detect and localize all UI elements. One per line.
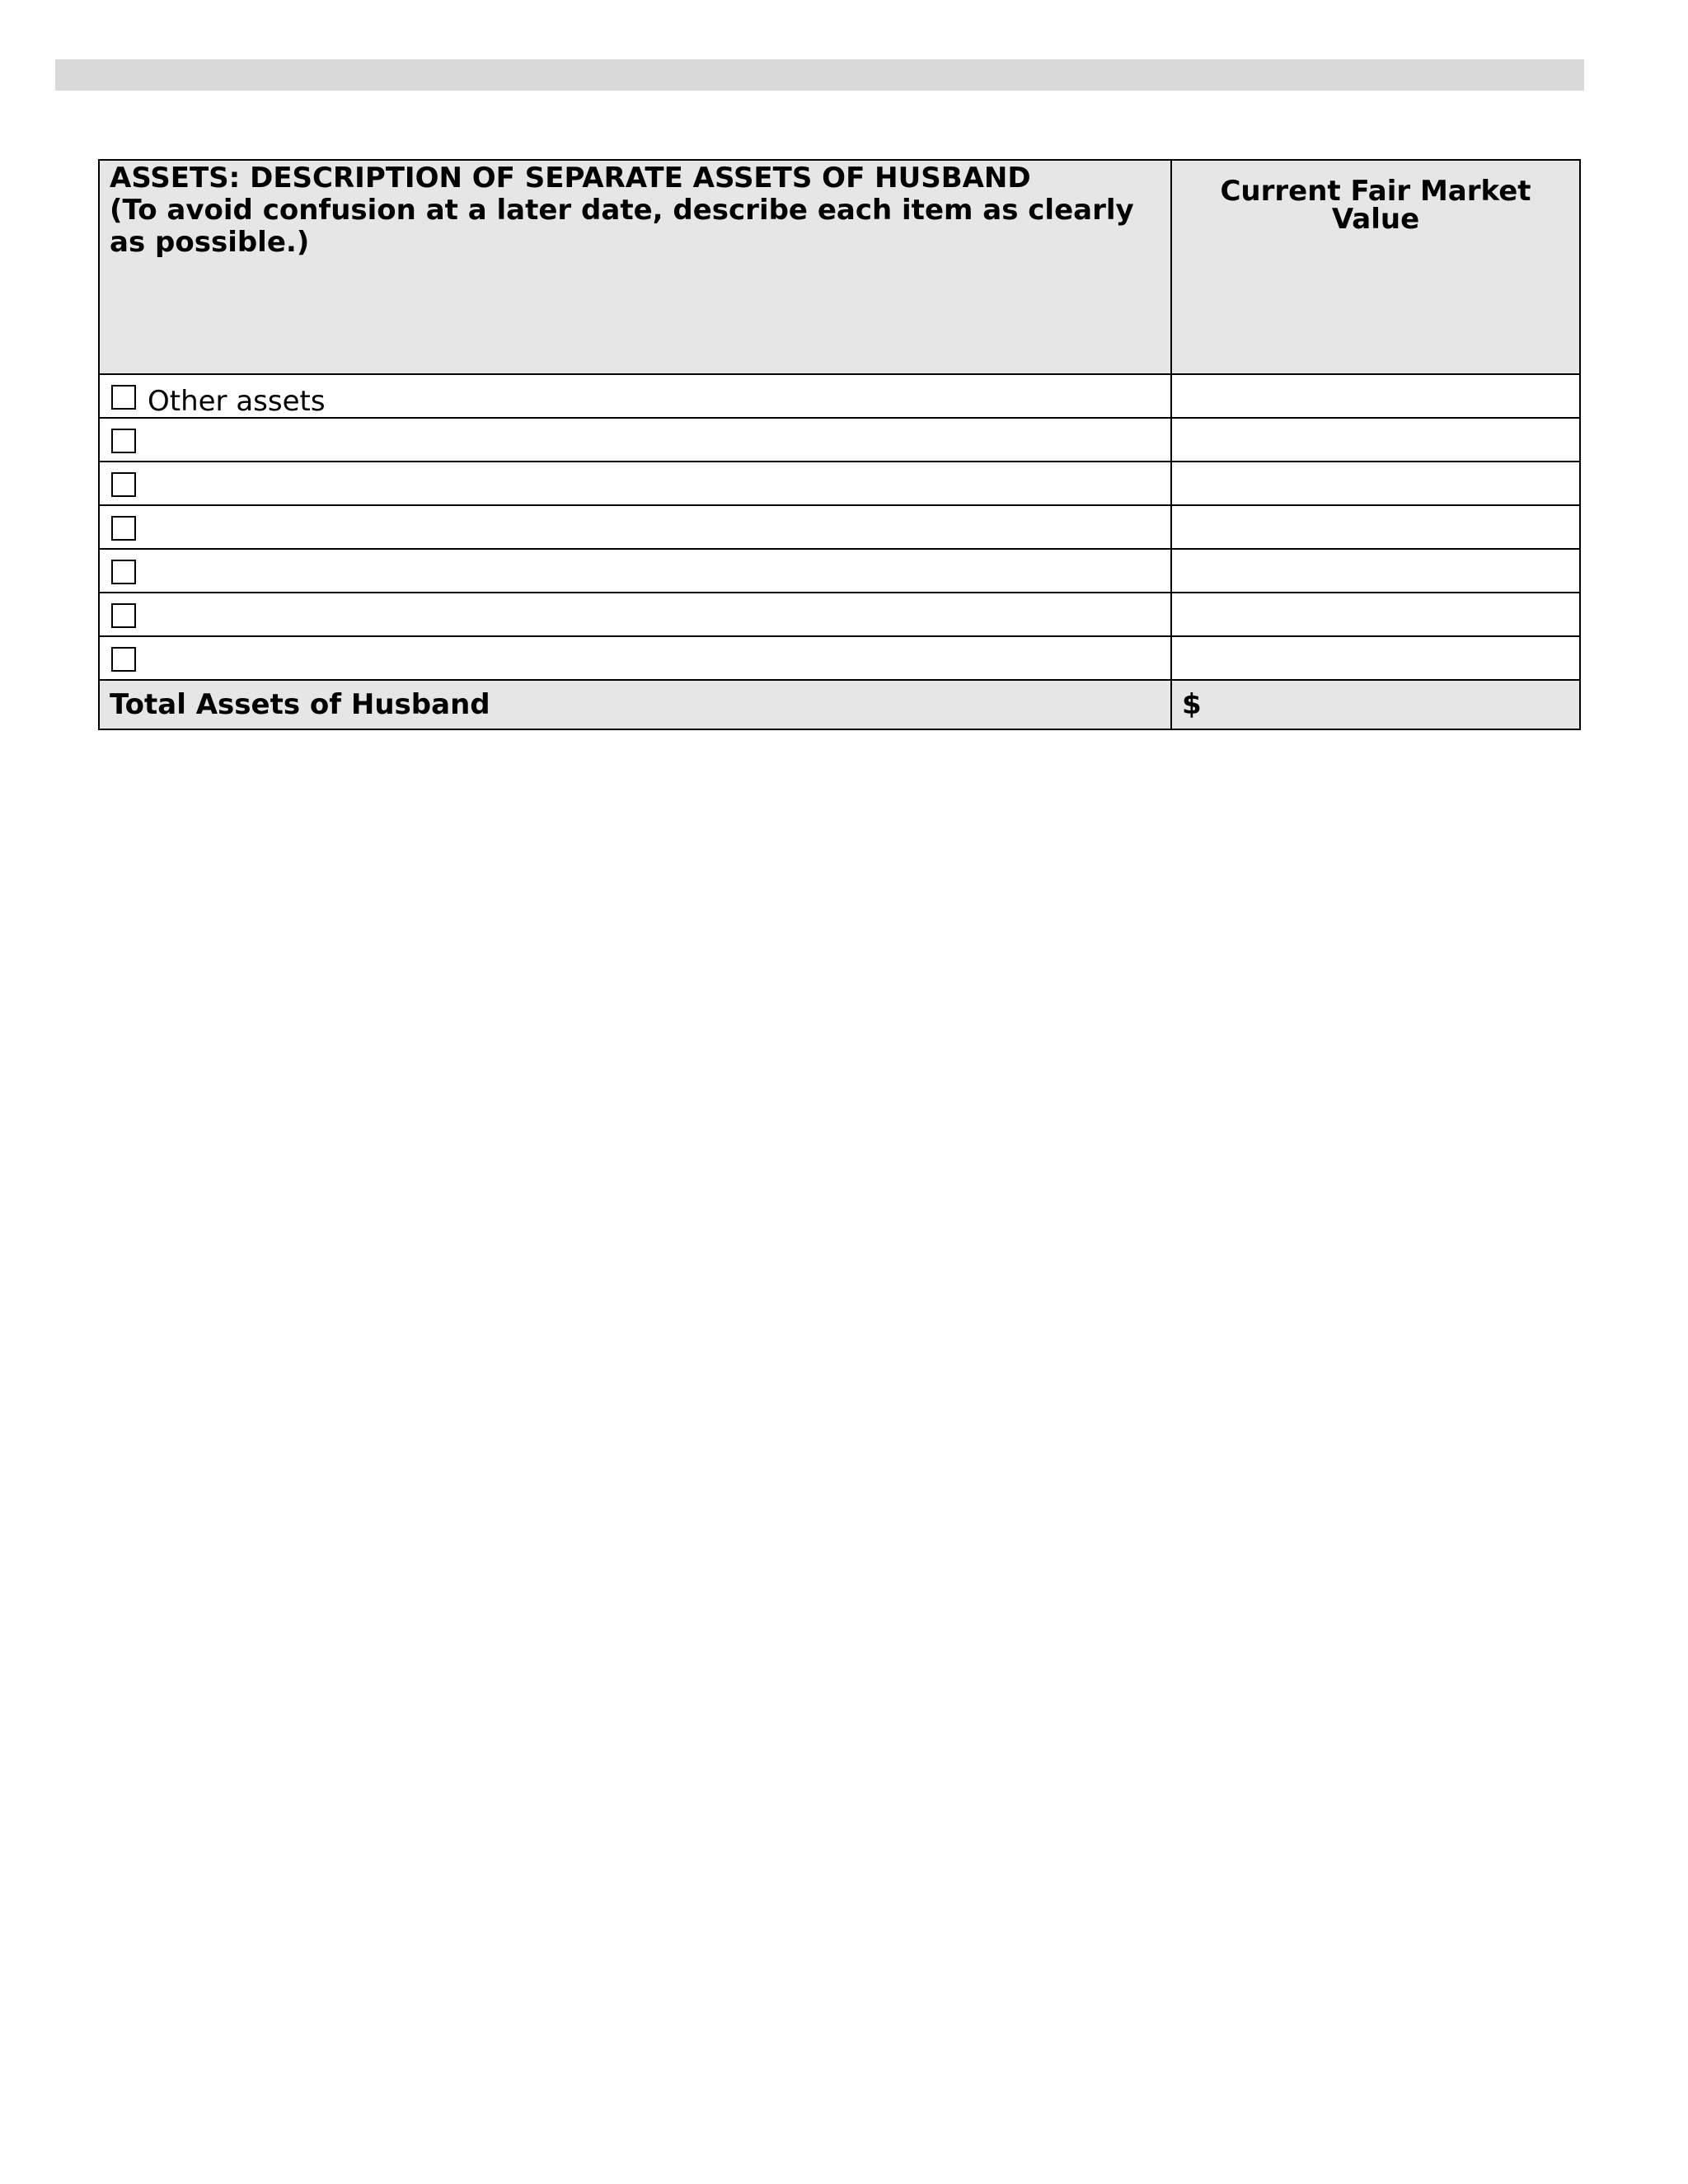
- item-description-cell[interactable]: [99, 462, 1171, 505]
- currency-symbol: $: [1182, 688, 1202, 721]
- table-row: [99, 505, 1580, 549]
- item-checkbox[interactable]: [111, 647, 136, 672]
- table-row: [99, 593, 1580, 636]
- table-row: [99, 462, 1580, 505]
- item-label: Other assets: [148, 384, 326, 418]
- table-header-row: [99, 160, 1580, 374]
- item-checkbox[interactable]: [111, 472, 136, 497]
- item-description-cell[interactable]: [99, 549, 1171, 593]
- assets-instruction: (To avoid confusion at a later date, describe each item as clearly as possible.): [110, 194, 1134, 259]
- total-row: [99, 680, 1580, 729]
- item-description-cell[interactable]: [99, 636, 1171, 680]
- separate-assets-table: [98, 159, 1581, 730]
- value-header-cell: [1171, 160, 1580, 374]
- top-shaded-bar: [55, 59, 1584, 91]
- item-description-cell[interactable]: [99, 418, 1171, 462]
- total-value-cell[interactable]: [1171, 680, 1580, 729]
- table-row: [99, 374, 1580, 418]
- item-checkbox[interactable]: [111, 385, 136, 410]
- item-checkbox[interactable]: [111, 429, 136, 453]
- item-value-cell[interactable]: [1171, 418, 1580, 462]
- item-value-cell[interactable]: [1171, 549, 1580, 593]
- description-header-cell: [99, 160, 1171, 374]
- assets-title: ASSETS: DESCRIPTION OF SEPARATE ASSETS OF HUSBAND: [110, 162, 1031, 194]
- item-description-cell[interactable]: [99, 374, 1171, 418]
- item-value-cell[interactable]: [1171, 374, 1580, 418]
- item-value-cell[interactable]: [1171, 462, 1580, 505]
- table-row: [99, 636, 1580, 680]
- item-checkbox[interactable]: [111, 516, 136, 541]
- item-checkbox[interactable]: [111, 560, 136, 584]
- item-value-cell[interactable]: [1171, 593, 1580, 636]
- table-row: [99, 549, 1580, 593]
- item-description-cell[interactable]: [99, 505, 1171, 549]
- table-row: [99, 418, 1580, 462]
- item-value-cell[interactable]: [1171, 636, 1580, 680]
- item-description-cell[interactable]: [99, 593, 1171, 636]
- item-value-cell[interactable]: [1171, 505, 1580, 549]
- item-checkbox[interactable]: [111, 603, 136, 628]
- fair-market-value-header: Current Fair Market Value: [1220, 175, 1531, 236]
- total-label: Total Assets of Husband: [99, 680, 1171, 729]
